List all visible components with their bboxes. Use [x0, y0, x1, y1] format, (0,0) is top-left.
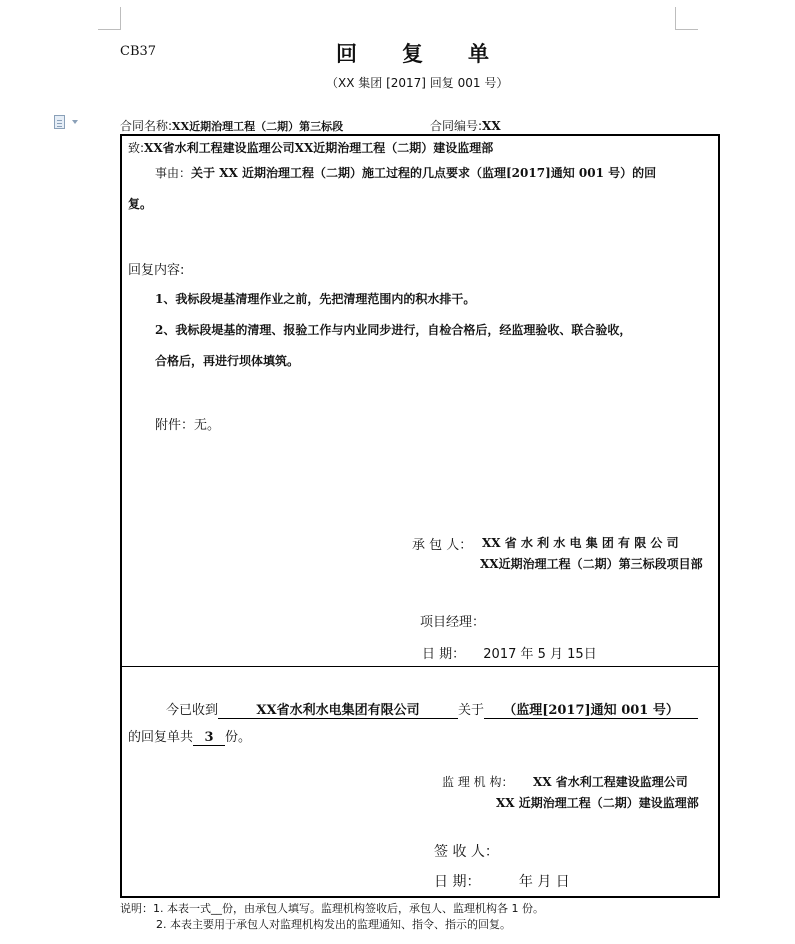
supervision-org-department: XX 近期治理工程（二期）建设监理部 [496, 796, 699, 810]
reply-item-1: 1、我标段堤基清理作业之前，先把清理范围内的积水排干。 [155, 292, 476, 306]
receipt-date [434, 871, 570, 891]
note-line-1: 说明：1. 本表一式__份，由承包人填写。监理机构签收后，承包人、监理机构各 1 份。 [120, 902, 544, 915]
reply-item-2-continued: 合格后，再进行坝体填筑。 [155, 354, 300, 368]
page-corner-mark-left [98, 7, 121, 30]
receipt-date-blank: 年 月 日 [518, 874, 570, 890]
subject-line-2: 复。 [128, 197, 153, 211]
receipt-notice: （监理[2017]通知 001 号） [484, 699, 698, 719]
subject-line-1 [155, 164, 656, 181]
addressee-value: XX省水利工程建设监理公司XX近期治理工程（二期）建设监理部 [144, 141, 494, 155]
supervision-org-name: XX 省水利工程建设监理公司 [533, 775, 688, 789]
addressee-label: 致: [128, 141, 145, 155]
contractor-label: 承 包 人： [412, 538, 473, 553]
contract-number-label: 合同编号: [430, 119, 483, 133]
page-corner-mark-right [675, 7, 698, 30]
supervision-org-label: 监 理 机 构： [442, 775, 514, 789]
copies-count: 3 [193, 730, 225, 746]
reply-content-label: 回复内容: [128, 263, 185, 278]
document-icon[interactable] [54, 115, 65, 129]
document-number: （XX 集团 [2017] 回复 001 号） [326, 76, 509, 90]
received-prefix: 今已收到 [166, 703, 219, 718]
contractor-company: XX 省 水 利 水 电 集 团 有 限 公 司 [482, 536, 679, 550]
project-manager-label: 项目经理： [420, 615, 486, 630]
copies-suffix: 份。 [225, 730, 252, 745]
contract-number [430, 117, 501, 134]
contractor-date [422, 643, 597, 662]
contractor-date-value: 2017 年 5 月 15日 [483, 647, 597, 662]
form-code: CB37 [120, 44, 157, 59]
contract-number-value: XX [482, 119, 501, 133]
page-title: 回 复 单 [336, 42, 490, 66]
signer-label: 签 收 人： [434, 844, 499, 860]
contract-name-label: 合同名称: [120, 119, 173, 133]
addressee [128, 139, 493, 156]
section-divider [122, 666, 718, 667]
note-line-2: 2. 本表主要用于承包人对监理机构发出的监理通知、指令、指示的回复。 [156, 918, 511, 931]
contract-name-value: XX近期治理工程（二期）第三标段 [172, 120, 344, 133]
receipt-about: 关于 [458, 703, 485, 718]
chevron-down-icon[interactable] [72, 120, 78, 124]
attachment-line: 附件：无。 [155, 418, 221, 433]
receipt-date-label: 日 期： [434, 874, 481, 890]
contractor-department: XX近期治理工程（二期）第三标段项目部 [480, 557, 703, 571]
copies-prefix: 的回复单共 [128, 730, 194, 745]
reply-item-2: 2、我标段堤基的清理、报验工作与内业同步进行，自检合格后，经监理验收、联合验收， [155, 323, 632, 337]
contract-name [120, 117, 343, 134]
receipt-line-2 [128, 726, 251, 746]
subject-label: 事由： [155, 166, 192, 180]
received-company: XX省水利水电集团有限公司 [218, 699, 458, 719]
receipt-line-1 [166, 699, 698, 719]
contractor-date-label: 日 期： [422, 647, 466, 662]
subject-text: 关于 XX 近期治理工程（二期）施工过程的几点要求（监理[2017]通知 001 号）的回 [191, 166, 657, 180]
